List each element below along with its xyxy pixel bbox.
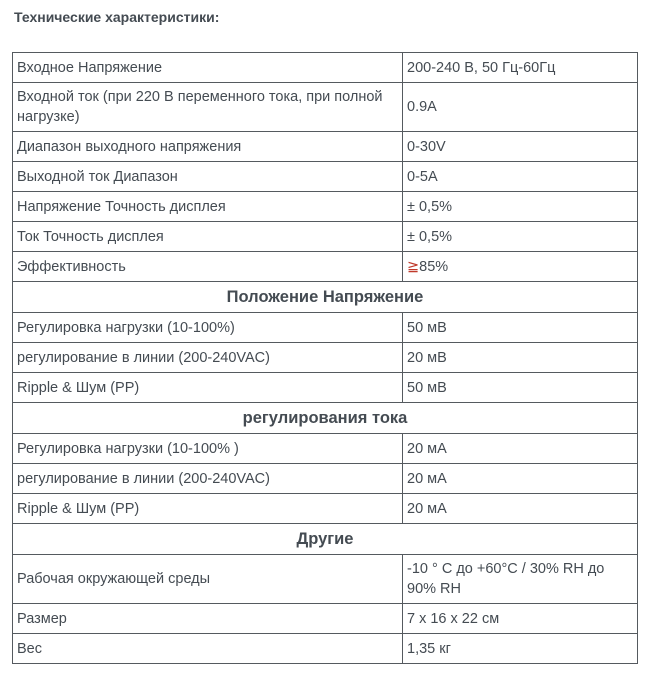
page-title: Технические характеристики: bbox=[14, 9, 220, 25]
table-row bbox=[13, 604, 638, 634]
value-cell: 20 мА bbox=[403, 464, 638, 494]
value-cell: 0-5A bbox=[403, 162, 638, 192]
param-cell: Регулировка нагрузки (10-100% ) bbox=[13, 434, 403, 464]
param-cell: Регулировка нагрузки (10-100%) bbox=[13, 313, 403, 343]
param-cell: Ripple & Шум (PP) bbox=[13, 494, 403, 524]
param-cell: Входное Напряжение bbox=[13, 53, 403, 83]
value-cell bbox=[403, 252, 638, 282]
param-cell: Диапазон выходного напряжения bbox=[13, 132, 403, 162]
table-row bbox=[13, 434, 638, 464]
section-header-row bbox=[13, 403, 638, 434]
specifications-table bbox=[12, 52, 638, 664]
param-cell: Размер bbox=[13, 604, 403, 634]
param-cell: Ripple & Шум (PP) bbox=[13, 373, 403, 403]
value-cell: 0.9A bbox=[403, 83, 638, 132]
value-cell: 0-30V bbox=[403, 132, 638, 162]
value-cell: 50 мВ bbox=[403, 373, 638, 403]
param-cell: Рабочая окружающей среды bbox=[13, 555, 403, 604]
table-row bbox=[13, 83, 638, 132]
value-cell: 20 мА bbox=[403, 494, 638, 524]
table-row bbox=[13, 313, 638, 343]
param-cell: Выходной ток Диапазон bbox=[13, 162, 403, 192]
table-row bbox=[13, 555, 638, 604]
section-title: Положение Напряжение bbox=[13, 282, 638, 313]
param-cell: Вес bbox=[13, 634, 403, 664]
table-row bbox=[13, 192, 638, 222]
table-row bbox=[13, 494, 638, 524]
section-header-row bbox=[13, 524, 638, 555]
value-cell: -10 ° C до +60°C / 30% RH до 90% RH bbox=[403, 555, 638, 604]
table-row bbox=[13, 222, 638, 252]
section-title: Другие bbox=[13, 524, 638, 555]
value-cell: 1,35 кг bbox=[403, 634, 638, 664]
value-text: 85% bbox=[419, 258, 449, 275]
param-cell: Напряжение Точность дисплея bbox=[13, 192, 403, 222]
section-title: регулирования тока bbox=[13, 403, 638, 434]
table-row bbox=[13, 343, 638, 373]
table-row bbox=[13, 162, 638, 192]
table-row bbox=[13, 634, 638, 664]
value-cell: 20 мА bbox=[403, 434, 638, 464]
table-row bbox=[13, 464, 638, 494]
table-row bbox=[13, 373, 638, 403]
value-cell: 20 мВ bbox=[403, 343, 638, 373]
param-cell: Входной ток (при 220 В переменного тока, при полной нагрузке) bbox=[13, 83, 403, 132]
value-cell: ± 0,5% bbox=[403, 222, 638, 252]
value-cell: ± 0,5% bbox=[403, 192, 638, 222]
param-cell: регулирование в линии (200-240VAC) bbox=[13, 464, 403, 494]
table-row bbox=[13, 252, 638, 282]
param-cell: Ток Точность дисплея bbox=[13, 222, 403, 252]
table-row bbox=[13, 132, 638, 162]
value-cell: 200-240 В, 50 Гц-60Гц bbox=[403, 53, 638, 83]
param-cell: Эффективность bbox=[13, 252, 403, 282]
table-row bbox=[13, 53, 638, 83]
value-cell: 50 мВ bbox=[403, 313, 638, 343]
section-header-row bbox=[13, 282, 638, 313]
value-cell: 7 x 16 x 22 см bbox=[403, 604, 638, 634]
greater-equal-symbol: ≧ bbox=[407, 258, 420, 275]
param-cell: регулирование в линии (200-240VAC) bbox=[13, 343, 403, 373]
